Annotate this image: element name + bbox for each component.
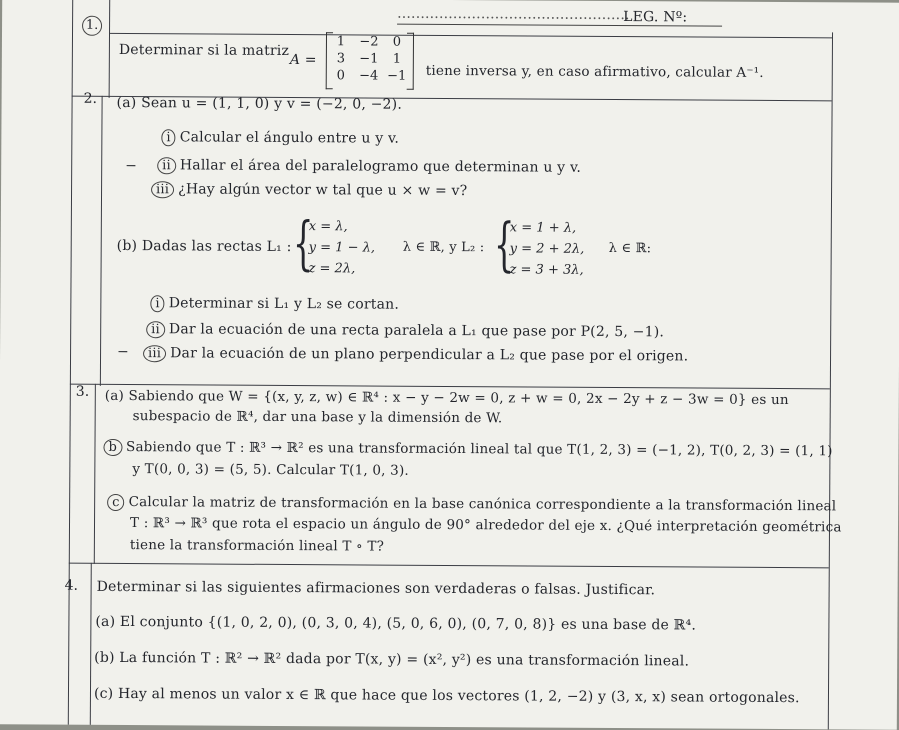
table-right-border xyxy=(828,32,833,729)
item-text: Dar la ecuación de un plano perpendicular a L₂ que pase por el origen. xyxy=(170,345,689,365)
line-l1-system xyxy=(309,216,376,279)
margin-mark: − xyxy=(125,158,137,175)
leg-label: LEG. Nº: xyxy=(623,9,688,26)
problem-3c-line: T : ℝ³ → ℝ³ que rota el espacio un ángulo de 90° alrededor del eje x. ¿Qué interpretación geométrica xyxy=(129,515,842,536)
problem-2b-text xyxy=(117,238,292,255)
row-separator xyxy=(109,33,832,38)
matrix-name: A = xyxy=(289,52,317,69)
problem-1-number: 1. xyxy=(82,16,102,36)
matrix-cell: −1 xyxy=(359,51,379,67)
part-text: Calcular la matriz de transformación en la base canónica correspondiente a la transformación lineal xyxy=(128,494,837,515)
line-l2-system xyxy=(510,217,585,280)
matrix-cell: 3 xyxy=(336,51,346,67)
item-mark: ii xyxy=(157,157,176,174)
problem-4-intro: Determinar si las siguientes afirmaciones son verdaderas o falsas. Justificar. xyxy=(96,578,656,599)
matrix-cell: −1 xyxy=(387,68,407,84)
problem-3a-line: subespacio de ℝ⁴, dar una base y la dimensión de W. xyxy=(132,408,503,427)
equation: y = 2 + 2λ, xyxy=(509,241,585,257)
part-text: Sabiendo que T : ℝ³ → ℝ² es una transformación lineal tal que T(1, 2, 3) = (−1, 2), T(0, 2, 3) = (1, 1) xyxy=(125,439,833,460)
item-text: ¿Hay algún vector w tal que u × w = v? xyxy=(178,181,468,200)
problem1-divider xyxy=(109,0,111,98)
table-left-border xyxy=(68,0,73,725)
matrix-cell: −4 xyxy=(359,68,379,84)
problem-2b-item xyxy=(146,321,664,341)
problem-4b-text: (b) La función T : ℝ² → ℝ² dada por T(x, y) = (x², y²) es una transformación lineal. xyxy=(94,649,690,670)
equation: z = 3 + 3λ, xyxy=(509,262,584,278)
matrix-a xyxy=(328,34,410,85)
item-mark: ii xyxy=(146,321,165,338)
matrix-right-bracket xyxy=(407,33,414,90)
margin-mark: − xyxy=(117,343,129,361)
problem-2b-item xyxy=(150,295,399,314)
left-brace: { xyxy=(292,209,314,278)
row-separator xyxy=(69,563,829,569)
problem-2a-item xyxy=(151,181,467,200)
name-dotted-line: .................................................. xyxy=(397,5,630,24)
part-text: Dadas las rectas L₁ : xyxy=(141,238,292,256)
equation: x = λ, xyxy=(308,219,348,235)
l1-parameter: λ ∈ ℝ, y L₂ : xyxy=(402,239,485,256)
matrix-cell: 1 xyxy=(392,51,402,67)
problem-4c-text: (c) Hay al menos un valor x ∈ ℝ que hace que los vectores (1, 2, −2) y (3, x, x) sean ortogonales. xyxy=(93,685,800,707)
item-mark: i xyxy=(161,129,175,146)
part-text: Sean u = (1, 1, 0) y v = (−2, 0, −2). xyxy=(141,95,403,113)
l2-parameter: λ ∈ ℝ: xyxy=(608,240,652,257)
item-text: Calcular el ángulo entre u y v. xyxy=(179,129,400,147)
problem-3-number: 3. xyxy=(75,383,90,400)
item-text: Determinar si L₁ y L₂ se cortan. xyxy=(168,295,400,313)
problem-2b-item xyxy=(143,345,688,365)
problem-4a-text: (a) El conjunto {(1, 0, 2, 0), (0, 3, 0, 4), (5, 0, 6, 0), (0, 7, 0, 8)} es una base de ℝ⁴. xyxy=(95,613,697,634)
equation: y = 1 − λ, xyxy=(308,240,376,256)
problem-2a-item xyxy=(157,157,581,177)
problem-4-number: 4. xyxy=(64,577,79,594)
matrix-cell: −2 xyxy=(359,34,379,50)
problem-1-rest: tiene inversa y, en caso afirmativo, calcular A⁻¹. xyxy=(425,62,764,81)
item-text: Dar la ecuación de una recta paralela a L₁ que pase por P(2, 5, −1). xyxy=(168,321,665,341)
problem-2a-text xyxy=(117,95,403,113)
problem2-divider xyxy=(100,96,103,386)
problem-1-intro: Determinar si la matriz xyxy=(118,41,290,60)
problem-2-number: 2. xyxy=(83,90,98,107)
item-text: Hallar el área del paralelogramo que determinan u y v. xyxy=(179,157,582,176)
item-mark: iii xyxy=(143,345,166,362)
problem3-divider xyxy=(94,384,96,564)
problem-3a-line xyxy=(105,388,789,408)
left-brace: { xyxy=(493,210,515,279)
matrix-cell: 0 xyxy=(336,68,345,84)
part-label: (a) xyxy=(104,387,125,405)
item-mark: c xyxy=(107,494,125,511)
part-label: (a) xyxy=(116,94,137,112)
item-mark: b xyxy=(103,439,122,456)
matrix-cell: 0 xyxy=(392,34,402,50)
item-mark: iii xyxy=(151,181,174,198)
item-mark: i xyxy=(150,295,164,312)
part-label: (b) xyxy=(116,237,138,255)
matrix-cell: 1 xyxy=(336,34,346,50)
problem4-divider xyxy=(90,563,92,725)
part-text: Sabiendo que W = {(x, y, z, w) ∈ ℝ⁴ : x − y − 2w = 0, z + w = 0, 2x − 2y + z − 3w = 0} es un xyxy=(128,388,789,409)
problem-3b-line: y T(0, 0, 3) = (5, 5). Calcular T(1, 0, 3). xyxy=(132,461,409,479)
equation: z = 2λ, xyxy=(308,261,356,277)
problem-3b-line xyxy=(103,439,832,460)
problem-3c-line xyxy=(107,494,836,515)
problem-3c-line: tiene la transformación lineal T ∘ T? xyxy=(129,537,385,555)
problem-2a-item xyxy=(161,129,399,147)
equation: x = 1 + λ, xyxy=(509,220,577,236)
